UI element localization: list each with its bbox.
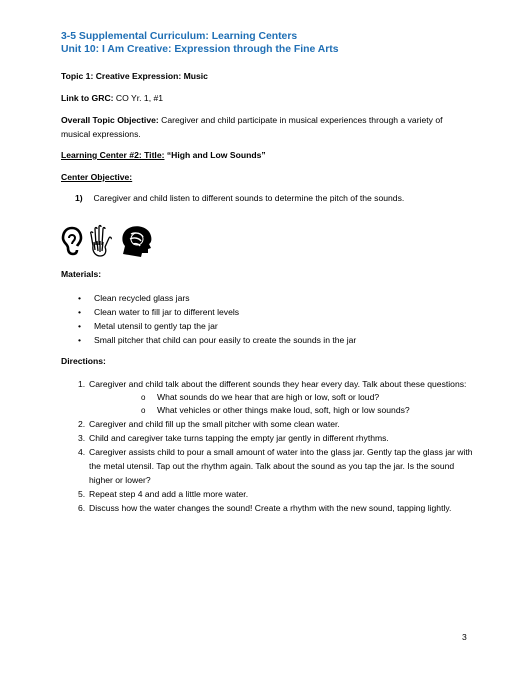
- learning-center-label: Learning Center #2: Title:: [61, 150, 165, 160]
- center-objective-label: Center Objective:: [61, 172, 133, 182]
- directions-label: Directions:: [61, 356, 106, 366]
- step-number: 1.: [78, 379, 86, 389]
- step-number: 3.: [78, 433, 86, 443]
- center-objective-item: [75, 193, 404, 204]
- grc-label: Link to GRC:: [61, 93, 114, 103]
- learning-center-name: “High and Low Sounds”: [164, 150, 266, 160]
- list-item: • Small pitcher that child can pour easily to create the sounds in the jar: [78, 333, 356, 347]
- list-item: • Clean recycled glass jars: [78, 291, 356, 305]
- header-line-1: 3-5 Supplemental Curriculum: Learning Centers: [61, 31, 298, 42]
- header-line-2: Unit 10: I Am Creative: Expression through the Fine Arts: [61, 44, 339, 55]
- step-text: Repeat step 4 and add a little more water.: [89, 489, 249, 499]
- learning-center-title: [61, 150, 266, 161]
- sub-item: o What sounds do we hear that are high or low, soft or loud?: [141, 391, 476, 404]
- list-item: [66, 445, 476, 487]
- materials-label: Materials:: [61, 269, 102, 279]
- list-item: [66, 501, 476, 515]
- list-item: • Clean water to fill jar to different levels: [78, 305, 356, 319]
- list-item: • Metal utensil to gently tap the jar: [78, 319, 356, 333]
- topic-title: Topic 1: Creative Expression: Music: [61, 71, 208, 81]
- ear-icon: [61, 226, 83, 256]
- center-objective-text: Caregiver and child listen to different sounds to determine the pitch of the sounds.: [93, 193, 405, 203]
- step-number: 5.: [78, 489, 86, 499]
- grc-value: CO Yr. 1, #1: [113, 93, 164, 103]
- directions-list: [66, 377, 476, 515]
- step-text: Child and caregiver take turns tapping the empty jar gently in different rhythms.: [89, 433, 389, 443]
- step-text: Caregiver and child fill up the small pitcher with some clean water.: [89, 419, 340, 429]
- page-number: 3: [462, 632, 467, 642]
- objective-label: Overall Topic Objective:: [61, 115, 159, 125]
- step-text: Caregiver assists child to pour a small amount of water into the glass jar. Gently tap the glass jar with the metal utensil. Tap out the rhythm again. Talk about the sound as you tap the jar. Is the sound higher or lower?: [89, 447, 473, 485]
- sub-question-list: [89, 391, 476, 417]
- step-number: 6.: [78, 503, 86, 513]
- step-number: 4.: [78, 447, 86, 457]
- list-item: [66, 431, 476, 445]
- center-objective-number: 1): [75, 193, 83, 203]
- step-text: Discuss how the water changes the sound! Create a rhythm with the new sound, tapping lightly.: [89, 503, 452, 513]
- curriculum-header: [61, 30, 339, 56]
- sense-icons: [61, 223, 155, 259]
- list-item: [66, 487, 476, 501]
- head-profile-icon: [117, 224, 155, 258]
- sub-item: o What vehicles or other things make loud, soft, high or low sounds?: [141, 404, 476, 417]
- topic-objective: [61, 113, 461, 141]
- step-number: 2.: [78, 419, 86, 429]
- grc-link: [61, 93, 163, 104]
- list-item: [66, 377, 476, 417]
- hand-icon: [87, 224, 113, 258]
- materials-list: [78, 291, 356, 347]
- step-text: Caregiver and child talk about the different sounds they hear every day. Talk about these questions:: [89, 379, 467, 389]
- objective-text: Caregiver and child participate in musical experiences through a variety of musical expressions.: [61, 115, 443, 139]
- list-item: [66, 417, 476, 431]
